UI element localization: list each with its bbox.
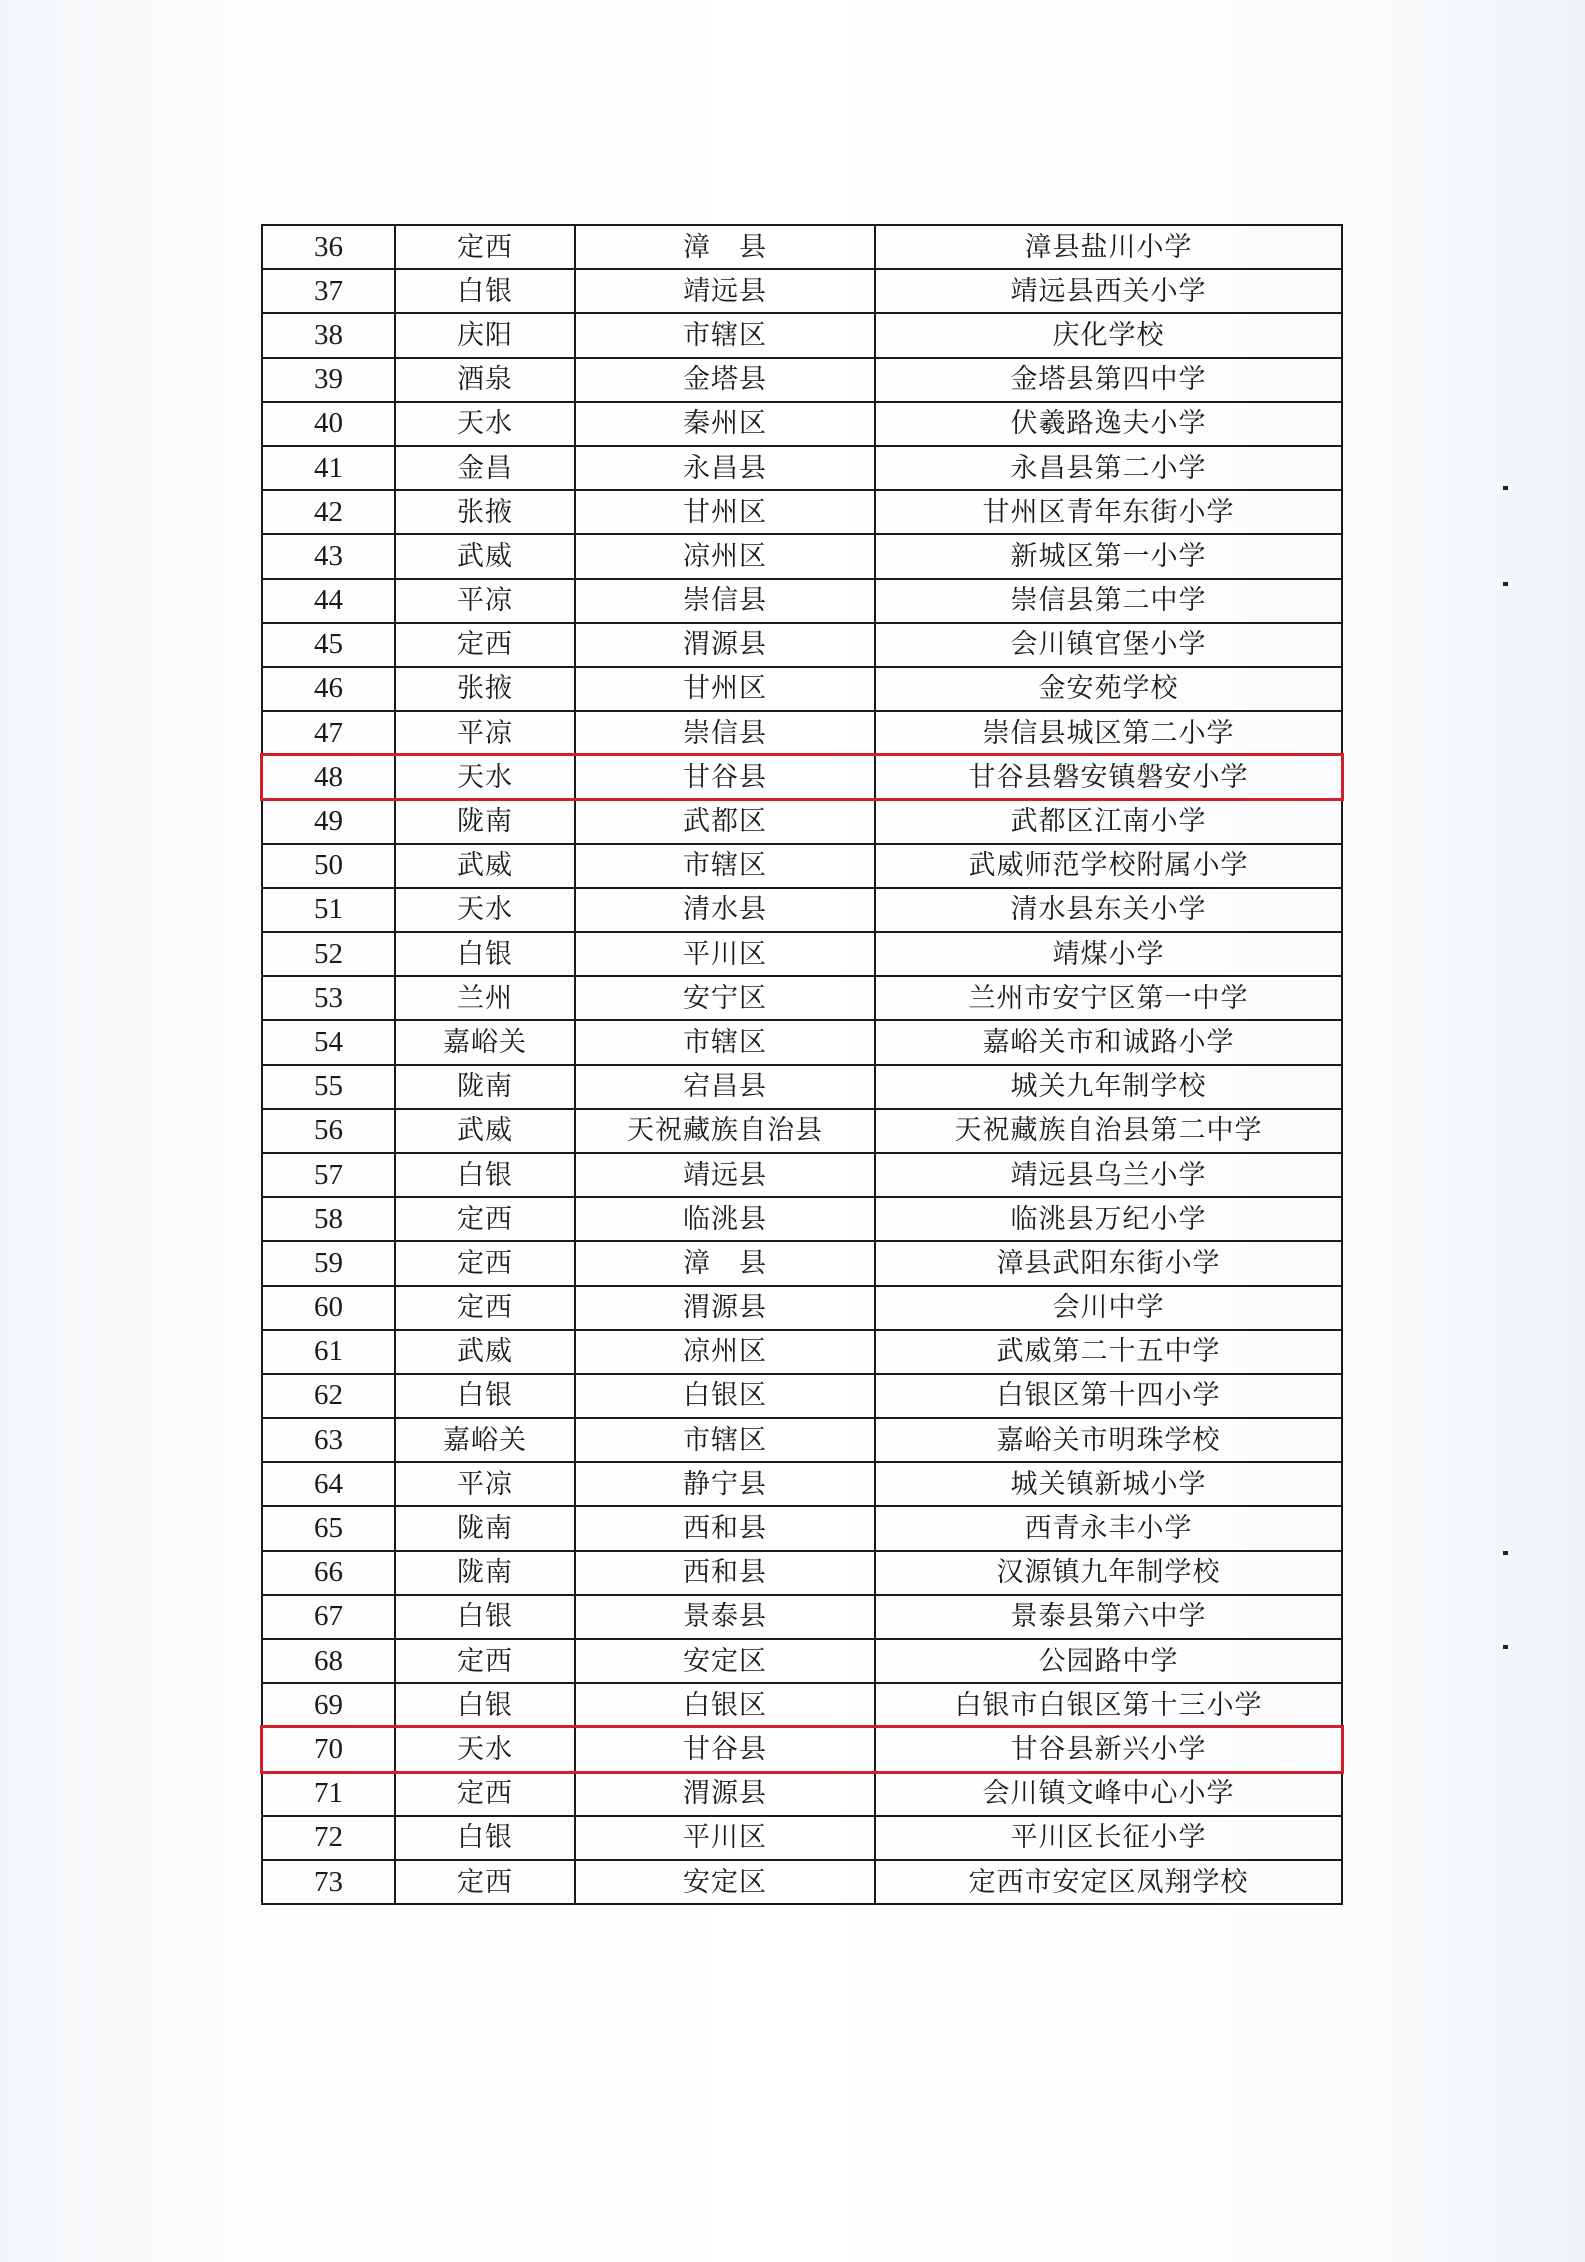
cell-county: 西和县 — [575, 1506, 875, 1550]
cell-county: 靖远县 — [575, 1153, 875, 1197]
cell-school: 靖煤小学 — [875, 932, 1342, 976]
cell-number: 39 — [262, 358, 395, 402]
cell-number: 53 — [262, 976, 395, 1020]
cell-number: 57 — [262, 1153, 395, 1197]
cell-number: 38 — [262, 313, 395, 357]
cell-school: 崇信县第二中学 — [875, 579, 1342, 623]
table-row — [262, 799, 1342, 843]
table-row — [262, 1595, 1342, 1639]
table-row — [262, 1065, 1342, 1109]
table-row — [262, 446, 1342, 490]
cell-city: 庆阳 — [395, 313, 575, 357]
cell-number: 66 — [262, 1551, 395, 1595]
table-row — [262, 490, 1342, 534]
table-row — [262, 1462, 1342, 1506]
cell-city: 武威 — [395, 844, 575, 888]
table-row — [262, 1506, 1342, 1550]
cell-school: 景泰县第六中学 — [875, 1595, 1342, 1639]
table-row — [262, 1683, 1342, 1727]
cell-number: 64 — [262, 1462, 395, 1506]
cell-number: 60 — [262, 1286, 395, 1330]
cell-number: 44 — [262, 579, 395, 623]
cell-city: 嘉峪关 — [395, 1418, 575, 1462]
cell-school: 天祝藏族自治县第二中学 — [875, 1109, 1342, 1153]
cell-county: 甘州区 — [575, 490, 875, 534]
cell-number: 73 — [262, 1860, 395, 1904]
cell-school: 崇信县城区第二小学 — [875, 711, 1342, 755]
cell-city: 白银 — [395, 269, 575, 313]
scan-speck — [1503, 1551, 1508, 1555]
cell-number: 43 — [262, 534, 395, 578]
cell-number: 50 — [262, 844, 395, 888]
cell-number: 56 — [262, 1109, 395, 1153]
scan-speck — [1503, 1645, 1508, 1649]
cell-number: 54 — [262, 1020, 395, 1064]
cell-city: 平凉 — [395, 579, 575, 623]
cell-city: 天水 — [395, 888, 575, 932]
cell-county: 安定区 — [575, 1639, 875, 1683]
cell-county: 天祝藏族自治县 — [575, 1109, 875, 1153]
cell-school: 会川中学 — [875, 1286, 1342, 1330]
cell-county: 平川区 — [575, 1816, 875, 1860]
cell-school: 新城区第一小学 — [875, 534, 1342, 578]
cell-number: 37 — [262, 269, 395, 313]
cell-school: 临洮县万纪小学 — [875, 1197, 1342, 1241]
cell-number: 63 — [262, 1418, 395, 1462]
cell-city: 金昌 — [395, 446, 575, 490]
cell-county: 靖远县 — [575, 269, 875, 313]
cell-city: 定西 — [395, 1860, 575, 1904]
cell-school: 漳县盐川小学 — [875, 225, 1342, 269]
cell-school: 西青永丰小学 — [875, 1506, 1342, 1550]
cell-school: 武威第二十五中学 — [875, 1330, 1342, 1374]
cell-county: 静宁县 — [575, 1462, 875, 1506]
table-row — [262, 1153, 1342, 1197]
cell-city: 武威 — [395, 534, 575, 578]
cell-school: 会川镇文峰中心小学 — [875, 1772, 1342, 1816]
cell-school: 公园路中学 — [875, 1639, 1342, 1683]
cell-number: 42 — [262, 490, 395, 534]
cell-county: 渭源县 — [575, 623, 875, 667]
scan-speck — [1503, 582, 1508, 586]
cell-school: 漳县武阳东街小学 — [875, 1241, 1342, 1285]
cell-number: 55 — [262, 1065, 395, 1109]
cell-county: 临洮县 — [575, 1197, 875, 1241]
table-row — [262, 1197, 1342, 1241]
table-row — [262, 711, 1342, 755]
cell-school: 白银区第十四小学 — [875, 1374, 1342, 1418]
cell-school: 嘉峪关市和诚路小学 — [875, 1020, 1342, 1064]
table-row — [262, 976, 1342, 1020]
table-row — [262, 402, 1342, 446]
cell-city: 定西 — [395, 1286, 575, 1330]
cell-city: 定西 — [395, 1772, 575, 1816]
cell-city: 天水 — [395, 1727, 575, 1771]
cell-number: 71 — [262, 1772, 395, 1816]
cell-city: 天水 — [395, 755, 575, 799]
table-row — [262, 844, 1342, 888]
cell-city: 定西 — [395, 1197, 575, 1241]
cell-county: 甘州区 — [575, 667, 875, 711]
cell-county: 凉州区 — [575, 1330, 875, 1374]
cell-number: 58 — [262, 1197, 395, 1241]
cell-city: 白银 — [395, 932, 575, 976]
cell-school: 嘉峪关市明珠学校 — [875, 1418, 1342, 1462]
cell-number: 52 — [262, 932, 395, 976]
cell-city: 白银 — [395, 1374, 575, 1418]
cell-number: 61 — [262, 1330, 395, 1374]
cell-city: 武威 — [395, 1109, 575, 1153]
table-row — [262, 623, 1342, 667]
cell-city: 定西 — [395, 1639, 575, 1683]
scan-speck — [1503, 486, 1508, 490]
cell-school: 伏羲路逸夫小学 — [875, 402, 1342, 446]
cell-county: 景泰县 — [575, 1595, 875, 1639]
cell-number: 47 — [262, 711, 395, 755]
cell-county: 安定区 — [575, 1860, 875, 1904]
cell-number: 69 — [262, 1683, 395, 1727]
cell-county: 市辖区 — [575, 1418, 875, 1462]
cell-number: 62 — [262, 1374, 395, 1418]
cell-school: 金安苑学校 — [875, 667, 1342, 711]
cell-school: 兰州市安宁区第一中学 — [875, 976, 1342, 1020]
cell-county: 清水县 — [575, 888, 875, 932]
cell-county: 白银区 — [575, 1374, 875, 1418]
cell-city: 武威 — [395, 1330, 575, 1374]
table-row-highlighted — [262, 755, 1342, 799]
cell-city: 酒泉 — [395, 358, 575, 402]
table-row — [262, 932, 1342, 976]
cell-number: 48 — [262, 755, 395, 799]
cell-city: 陇南 — [395, 799, 575, 843]
table-row — [262, 1772, 1342, 1816]
cell-county: 渭源县 — [575, 1286, 875, 1330]
cell-school: 武威师范学校附属小学 — [875, 844, 1342, 888]
cell-city: 兰州 — [395, 976, 575, 1020]
table-row — [262, 1286, 1342, 1330]
cell-city: 陇南 — [395, 1506, 575, 1550]
cell-school: 甘谷县新兴小学 — [875, 1727, 1342, 1771]
school-list-table — [261, 224, 1343, 1905]
cell-county: 安宁区 — [575, 976, 875, 1020]
cell-county: 金塔县 — [575, 358, 875, 402]
cell-county: 市辖区 — [575, 313, 875, 357]
cell-county: 平川区 — [575, 932, 875, 976]
cell-number: 46 — [262, 667, 395, 711]
table-body — [262, 225, 1342, 1904]
table-row — [262, 1639, 1342, 1683]
cell-city: 定西 — [395, 1241, 575, 1285]
table-row — [262, 667, 1342, 711]
cell-school: 汉源镇九年制学校 — [875, 1551, 1342, 1595]
cell-school: 武都区江南小学 — [875, 799, 1342, 843]
table-row — [262, 1109, 1342, 1153]
cell-county: 甘谷县 — [575, 755, 875, 799]
cell-county: 漳 县 — [575, 1241, 875, 1285]
cell-number: 65 — [262, 1506, 395, 1550]
cell-county: 崇信县 — [575, 711, 875, 755]
table-row — [262, 888, 1342, 932]
cell-number: 45 — [262, 623, 395, 667]
cell-school: 庆化学校 — [875, 313, 1342, 357]
cell-school: 清水县东关小学 — [875, 888, 1342, 932]
table-row — [262, 313, 1342, 357]
table-row — [262, 1418, 1342, 1462]
cell-school: 靖远县乌兰小学 — [875, 1153, 1342, 1197]
cell-number: 40 — [262, 402, 395, 446]
cell-school: 永昌县第二小学 — [875, 446, 1342, 490]
table-row — [262, 534, 1342, 578]
cell-school: 会川镇官堡小学 — [875, 623, 1342, 667]
cell-school: 金塔县第四中学 — [875, 358, 1342, 402]
table-row — [262, 579, 1342, 623]
cell-city: 平凉 — [395, 711, 575, 755]
cell-school: 甘州区青年东街小学 — [875, 490, 1342, 534]
cell-city: 白银 — [395, 1153, 575, 1197]
table-row — [262, 225, 1342, 269]
cell-city: 平凉 — [395, 1462, 575, 1506]
cell-city: 定西 — [395, 623, 575, 667]
cell-school: 城关镇新城小学 — [875, 1462, 1342, 1506]
table-row — [262, 1860, 1342, 1904]
cell-city: 白银 — [395, 1683, 575, 1727]
table-row — [262, 1374, 1342, 1418]
cell-school: 平川区长征小学 — [875, 1816, 1342, 1860]
cell-number: 36 — [262, 225, 395, 269]
cell-county: 西和县 — [575, 1551, 875, 1595]
table-row-highlighted — [262, 1727, 1342, 1771]
cell-county: 白银区 — [575, 1683, 875, 1727]
cell-number: 59 — [262, 1241, 395, 1285]
cell-county: 永昌县 — [575, 446, 875, 490]
table-row — [262, 1330, 1342, 1374]
cell-school: 白银市白银区第十三小学 — [875, 1683, 1342, 1727]
cell-school: 城关九年制学校 — [875, 1065, 1342, 1109]
cell-city: 天水 — [395, 402, 575, 446]
school-list-table-container — [261, 224, 1341, 1905]
cell-city: 张掖 — [395, 667, 575, 711]
cell-county: 武都区 — [575, 799, 875, 843]
cell-county: 市辖区 — [575, 1020, 875, 1064]
cell-number: 67 — [262, 1595, 395, 1639]
cell-number: 70 — [262, 1727, 395, 1771]
cell-school: 靖远县西关小学 — [875, 269, 1342, 313]
table-row — [262, 1020, 1342, 1064]
cell-city: 白银 — [395, 1595, 575, 1639]
cell-school: 甘谷县磐安镇磐安小学 — [875, 755, 1342, 799]
cell-number: 41 — [262, 446, 395, 490]
table-row — [262, 1816, 1342, 1860]
table-row — [262, 1241, 1342, 1285]
cell-county: 甘谷县 — [575, 1727, 875, 1771]
cell-county: 凉州区 — [575, 534, 875, 578]
table-row — [262, 358, 1342, 402]
cell-number: 49 — [262, 799, 395, 843]
cell-number: 51 — [262, 888, 395, 932]
cell-city: 定西 — [395, 225, 575, 269]
table-row — [262, 1551, 1342, 1595]
cell-county: 漳 县 — [575, 225, 875, 269]
cell-county: 宕昌县 — [575, 1065, 875, 1109]
cell-county: 崇信县 — [575, 579, 875, 623]
cell-city: 张掖 — [395, 490, 575, 534]
cell-city: 陇南 — [395, 1065, 575, 1109]
cell-county: 秦州区 — [575, 402, 875, 446]
cell-city: 嘉峪关 — [395, 1020, 575, 1064]
cell-county: 渭源县 — [575, 1772, 875, 1816]
table-row — [262, 269, 1342, 313]
cell-school: 定西市安定区凤翔学校 — [875, 1860, 1342, 1904]
cell-city: 白银 — [395, 1816, 575, 1860]
cell-number: 68 — [262, 1639, 395, 1683]
cell-number: 72 — [262, 1816, 395, 1860]
cell-county: 市辖区 — [575, 844, 875, 888]
cell-city: 陇南 — [395, 1551, 575, 1595]
